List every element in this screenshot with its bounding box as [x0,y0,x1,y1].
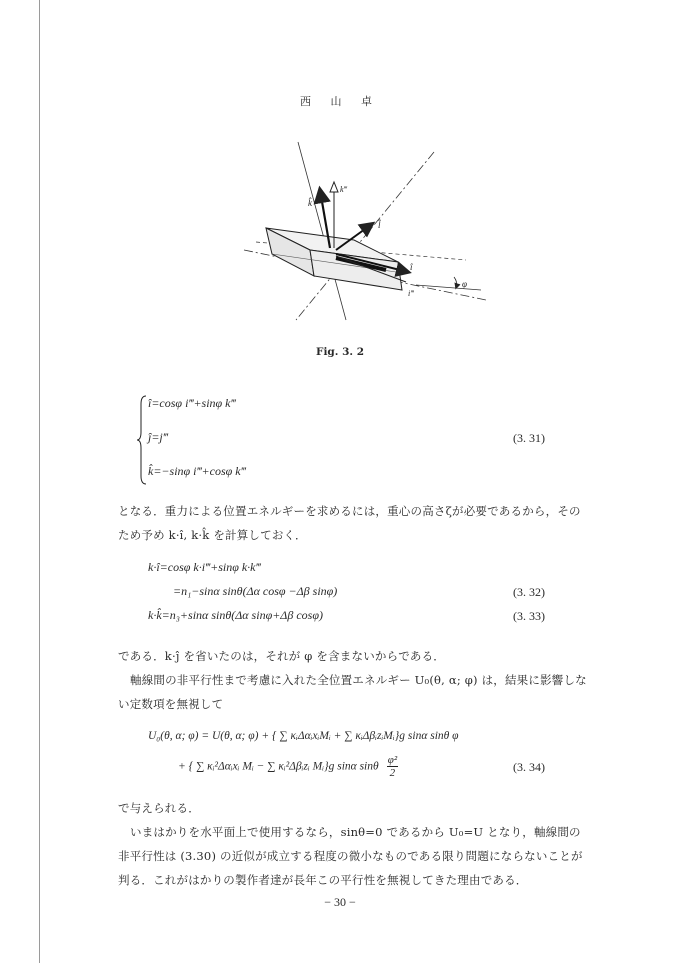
label-l-hat: l̂ [378,220,381,230]
slab-front-face [310,250,402,290]
eq-3-33-number: (3. 33) [513,609,545,623]
paragraph-1-line-1: となる．重力による位置エネルギーを求めるには，重心の高さζが必要であるから，その [118,504,581,518]
phi-angle-arc [454,277,457,288]
paragraph-3-line-1: で与えられる． [118,801,200,815]
figure-3-2-diagram [236,130,496,340]
k-triple-arrowhead [330,182,338,192]
eq-3-34-line-1: U₀(θ, α; φ) = U(θ, α; φ) + { ∑ κᵢΔαᵢxᵢMᵢ + ∑ κᵢΔβᵢzᵢMᵢ}g sinα sinθ φ [148,730,459,742]
eq-3-32-line-1: k·î=cosφ k·i‴+sinφ k·k‴ [148,560,261,574]
eq-3-31-line-1: î=cosφ i‴+sinφ k‴ [148,396,236,410]
paragraph-2-line-1: である．k·ĵ を省いたのは，それが φ を含まないからである． [118,649,445,663]
paragraph-1-line-2: ため予め k·î, k·k̂ を計算しておく． [118,528,307,542]
eq-3-34-number: (3. 34) [513,760,545,774]
label-phi: φ [462,279,467,289]
left-brace-icon [137,394,147,486]
paragraph-2-line-2: 軸線間の非平行性まで考慮に入れた全位置エネルギー U₀(θ, α; φ) は，結果に影響しな [130,673,587,687]
paragraph-2-line-3: い定数項を無視して [118,697,224,711]
paragraph-3-line-3: 非平行性は (3.30) の近似が成立する程度の微小なものである限り問題にならないことが [118,849,583,863]
paragraph-3-line-2: いまはかりを水平面上で使用するなら，sinθ=0 であるから U₀=U となり，軸線間の [130,825,581,839]
fraction-denominator: 2 [389,767,396,779]
eq-3-32-line-2: =n₁−sinα sinθ(Δα cosφ −Δβ sinφ) [173,584,338,598]
fraction-numerator: φ² [387,754,398,766]
label-k-hat: k̂ [308,198,312,208]
running-header: 西 山 卓 [300,95,380,108]
eq-3-31-number: (3. 31) [513,431,545,445]
eq-3-31-line-3: k̂=−sinφ i‴+cosφ k‴ [148,464,246,478]
label-k-triple: k‴ [340,185,347,194]
eq-3-32-number: (3. 32) [513,585,545,599]
page-number: − 30 − [324,895,356,909]
figure-caption: Fig. 3. 2 [315,346,365,358]
label-i-triple: i‴ [408,289,414,298]
label-i-hat: î [410,262,413,272]
eq-3-34-line-2 [178,754,398,784]
paragraph-3-line-4: 判る．これがはかりの製作者達が長年この平行性を無視してきた理由である． [118,873,528,887]
eq-3-31-line-2: ĵ=j‴ [148,430,168,444]
eq-3-34-line-2-main: + { ∑ κᵢ²Δαᵢxᵢ Mᵢ − ∑ κᵢ²Δβᵢzᵢ Mᵢ}g sinα sinθ [178,760,379,773]
eq-3-33-line-1: k·k̂=n₃+sinα sinθ(Δα sinφ+Δβ cosφ) [148,608,323,622]
phi-reference-line [416,285,481,290]
eq-3-34-fraction [387,754,398,779]
page-margin-rule [39,0,40,963]
vertical-axis-line [298,142,346,320]
